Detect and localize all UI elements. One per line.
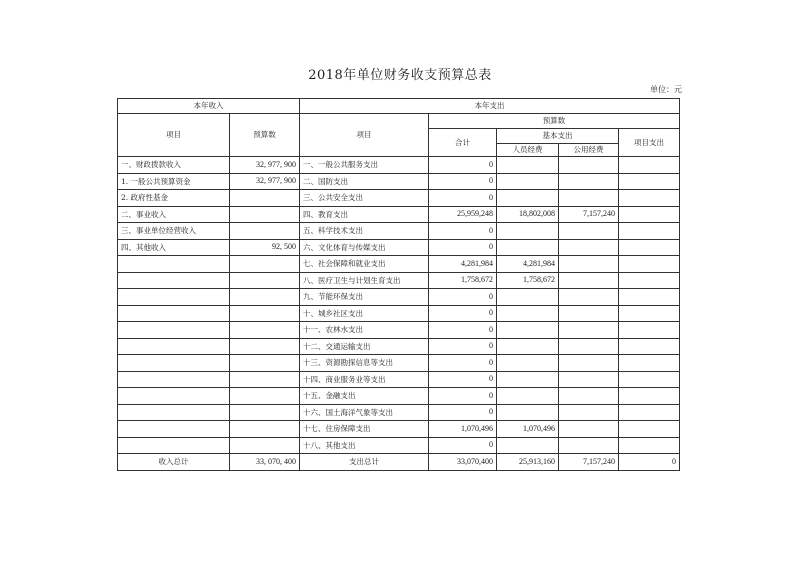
public-cell (559, 355, 619, 372)
expense-item-cell: 十五、金融支出 (300, 388, 429, 405)
income-item-header: 项目 (118, 114, 230, 157)
income-item-cell: 1. 一般公共预算资金 (118, 173, 230, 190)
footer-row (118, 454, 680, 471)
expense-total-label: 支出总计 (300, 454, 429, 471)
project-cell (619, 256, 680, 273)
project-cell (619, 206, 680, 223)
income-amount-cell: 92, 500 (230, 239, 300, 256)
personnel-cell (497, 173, 559, 190)
income-amount-cell (230, 256, 300, 273)
total-header: 合计 (429, 129, 497, 157)
project-total-value: 0 (619, 454, 680, 471)
personnel-cell (497, 190, 559, 207)
table-row (118, 388, 680, 405)
expense-item-cell: 十三、资源勘探信息等支出 (300, 355, 429, 372)
income-item-cell: 2. 政府性基金 (118, 190, 230, 207)
income-item-cell (118, 355, 230, 372)
personnel-cell (497, 388, 559, 405)
personnel-cell: 1,070,496 (497, 421, 559, 438)
project-expense-header: 项目支出 (619, 129, 680, 157)
public-cell (559, 305, 619, 322)
project-cell (619, 322, 680, 339)
project-cell (619, 338, 680, 355)
expense-item-cell: 七、社会保障和就业支出 (300, 256, 429, 273)
income-item-cell (118, 305, 230, 322)
personnel-cell (497, 338, 559, 355)
public-cell (559, 421, 619, 438)
total-cell: 0 (429, 404, 497, 421)
personnel-cell: 4,281,984 (497, 256, 559, 273)
project-cell (619, 157, 680, 174)
public-cell (559, 388, 619, 405)
total-cell: 0 (429, 355, 497, 372)
table-row (118, 322, 680, 339)
table-row (118, 404, 680, 421)
project-cell (619, 388, 680, 405)
expense-item-cell: 三、公共安全支出 (300, 190, 429, 207)
expense-item-cell: 五、科学技术支出 (300, 223, 429, 240)
income-item-cell: 一、财政拨款收入 (118, 157, 230, 174)
income-item-cell: 三、事业单位经营收入 (118, 223, 230, 240)
public-cell (559, 371, 619, 388)
income-amount-cell (230, 272, 300, 289)
total-cell: 0 (429, 338, 497, 355)
project-cell (619, 305, 680, 322)
income-amount-cell (230, 305, 300, 322)
total-cell: 0 (429, 190, 497, 207)
income-item-cell: 二、事业收入 (118, 206, 230, 223)
table-row (118, 157, 680, 174)
public-total-value: 7,157,240 (559, 454, 619, 471)
income-amount-cell: 32, 977, 900 (230, 173, 300, 190)
expense-item-cell: 十七、住房保障支出 (300, 421, 429, 438)
public-cell (559, 272, 619, 289)
total-cell: 1,070,496 (429, 421, 497, 438)
total-cell: 0 (429, 388, 497, 405)
personnel-cell (497, 239, 559, 256)
income-item-cell (118, 256, 230, 273)
personnel-cell (497, 157, 559, 174)
income-amount-cell (230, 371, 300, 388)
expense-total-value: 33,070,400 (429, 454, 497, 471)
table-row (118, 355, 680, 372)
expense-item-cell: 十一、农林水支出 (300, 322, 429, 339)
personnel-cell (497, 355, 559, 372)
income-amount-cell (230, 338, 300, 355)
table-row (118, 190, 680, 207)
income-amount-cell (230, 190, 300, 207)
project-cell (619, 437, 680, 454)
total-cell: 25,959,248 (429, 206, 497, 223)
public-cell (559, 157, 619, 174)
total-cell: 0 (429, 223, 497, 240)
personnel-cell (497, 305, 559, 322)
project-cell (619, 272, 680, 289)
unit-label: 单位：元 (650, 85, 682, 94)
expense-item-cell: 八、医疗卫生与计划生育支出 (300, 272, 429, 289)
income-total-label: 收入总计 (118, 454, 230, 471)
personnel-cell (497, 322, 559, 339)
income-group-header: 本年收入 (118, 99, 300, 114)
personnel-cell (497, 371, 559, 388)
expense-item-cell: 十六、国土海洋气象等支出 (300, 404, 429, 421)
income-item-cell (118, 338, 230, 355)
income-item-cell (118, 404, 230, 421)
total-cell: 0 (429, 305, 497, 322)
project-cell (619, 421, 680, 438)
table-row (118, 371, 680, 388)
income-item-cell: 四、其他收入 (118, 239, 230, 256)
expense-item-cell: 二、国防支出 (300, 173, 429, 190)
expense-item-cell: 九、节能环保支出 (300, 289, 429, 306)
public-cell (559, 289, 619, 306)
total-cell: 0 (429, 371, 497, 388)
total-cell: 0 (429, 289, 497, 306)
table-row (118, 305, 680, 322)
expense-item-cell: 十四、商业服务业等支出 (300, 371, 429, 388)
income-budget-header: 预算数 (230, 114, 300, 157)
expense-item-cell: 十二、交通运输支出 (300, 338, 429, 355)
budget-table (117, 98, 680, 471)
income-amount-cell (230, 322, 300, 339)
public-cell (559, 338, 619, 355)
income-amount-cell (230, 223, 300, 240)
income-amount-cell (230, 355, 300, 372)
project-cell (619, 289, 680, 306)
expense-group-header: 本年支出 (300, 99, 680, 114)
public-cell (559, 322, 619, 339)
income-amount-cell: 32, 977, 900 (230, 157, 300, 174)
public-cell (559, 256, 619, 273)
table-row (118, 289, 680, 306)
page-title: 2018年单位财务收支预算总表 (308, 68, 492, 83)
public-cell (559, 190, 619, 207)
expense-item-cell: 六、文化体育与传媒支出 (300, 239, 429, 256)
project-cell (619, 404, 680, 421)
table-row (118, 223, 680, 240)
income-amount-cell (230, 437, 300, 454)
project-cell (619, 371, 680, 388)
income-item-cell (118, 272, 230, 289)
personnel-total-value: 25,913,160 (497, 454, 559, 471)
table-row (118, 173, 680, 190)
table-row (118, 338, 680, 355)
income-amount-cell (230, 289, 300, 306)
table-row (118, 437, 680, 454)
header-row-budget (118, 114, 680, 129)
income-item-cell (118, 371, 230, 388)
income-item-cell (118, 289, 230, 306)
total-cell: 0 (429, 322, 497, 339)
project-cell (619, 173, 680, 190)
total-cell: 1,758,672 (429, 272, 497, 289)
expense-item-header: 项目 (300, 114, 429, 157)
expense-item-cell: 十、城乡社区支出 (300, 305, 429, 322)
income-item-cell (118, 421, 230, 438)
project-cell (619, 239, 680, 256)
personnel-cell (497, 223, 559, 240)
total-cell: 0 (429, 437, 497, 454)
project-cell (619, 190, 680, 207)
income-amount-cell (230, 421, 300, 438)
header-row-groups (118, 99, 680, 114)
total-cell: 0 (429, 173, 497, 190)
public-header: 公用经费 (559, 144, 619, 157)
income-amount-cell (230, 206, 300, 223)
total-cell: 4,281,984 (429, 256, 497, 273)
expense-item-cell: 四、教育支出 (300, 206, 429, 223)
personnel-cell (497, 289, 559, 306)
income-amount-cell (230, 404, 300, 421)
income-amount-cell (230, 388, 300, 405)
public-cell (559, 404, 619, 421)
table-row (118, 206, 680, 223)
public-cell (559, 223, 619, 240)
income-item-cell (118, 388, 230, 405)
income-item-cell (118, 322, 230, 339)
public-cell (559, 173, 619, 190)
project-cell (619, 355, 680, 372)
table-row (118, 272, 680, 289)
personnel-cell (497, 404, 559, 421)
total-cell: 0 (429, 157, 497, 174)
table-row (118, 256, 680, 273)
income-item-cell (118, 437, 230, 454)
table-row (118, 421, 680, 438)
project-cell (619, 223, 680, 240)
basic-expense-header: 基本支出 (497, 129, 619, 144)
public-cell (559, 437, 619, 454)
personnel-cell: 1,758,672 (497, 272, 559, 289)
total-cell: 0 (429, 239, 497, 256)
personnel-cell (497, 437, 559, 454)
public-cell: 7,157,240 (559, 206, 619, 223)
expense-item-cell: 一、一般公共服务支出 (300, 157, 429, 174)
budget-group-header: 预算数 (429, 114, 680, 129)
personnel-header: 人员经费 (497, 144, 559, 157)
public-cell (559, 239, 619, 256)
personnel-cell: 18,802,008 (497, 206, 559, 223)
expense-item-cell: 十八、其他支出 (300, 437, 429, 454)
table-row (118, 239, 680, 256)
income-total-value: 33, 070, 400 (230, 454, 300, 471)
